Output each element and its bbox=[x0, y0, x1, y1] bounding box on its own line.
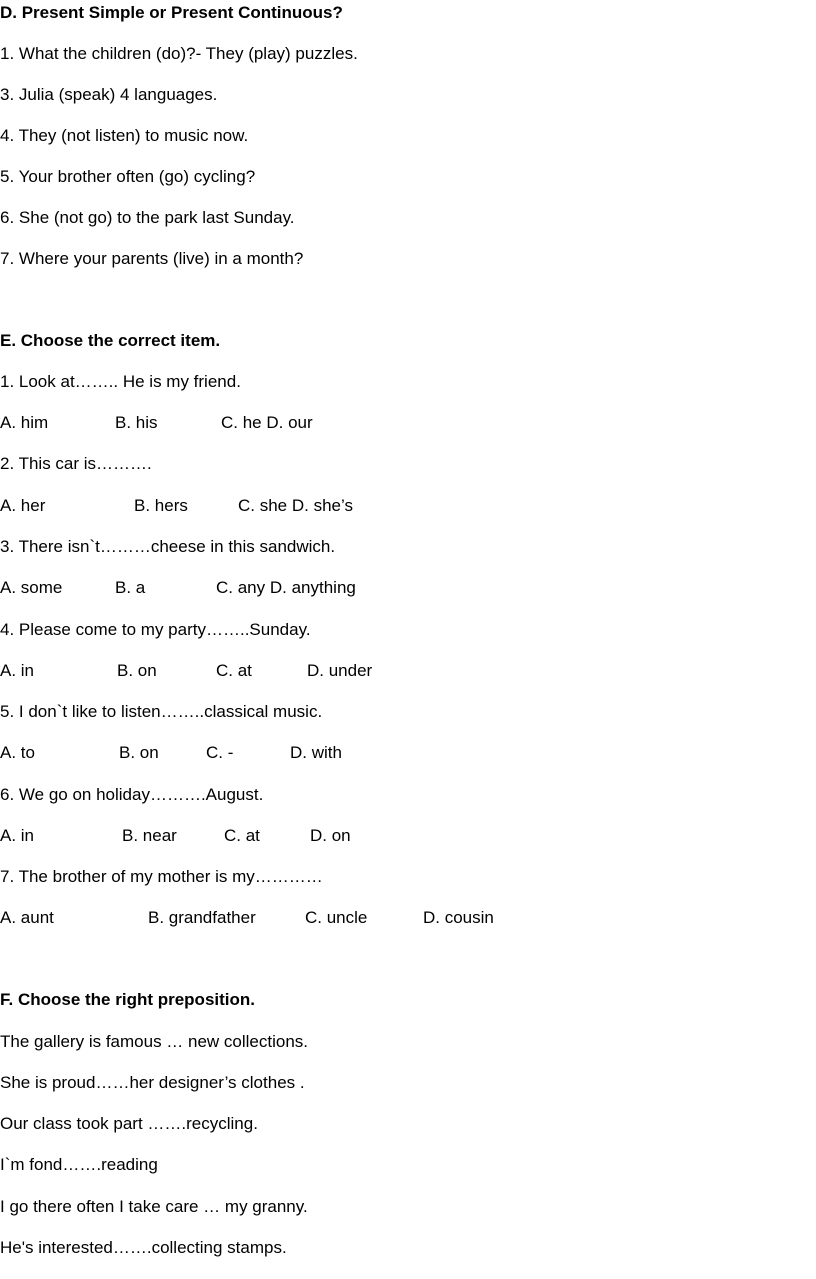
answer-option: B. near bbox=[122, 826, 177, 845]
section-d-title: D. Present Simple or Present Continuous? bbox=[0, 3, 343, 22]
section-d-item: 7. Where your parents (live) in a month? bbox=[0, 249, 304, 268]
answer-option: B. on bbox=[117, 661, 157, 680]
answer-option: C. - bbox=[206, 743, 234, 762]
section-e-title: E. Choose the correct item. bbox=[0, 331, 221, 350]
section-f-item: I go there often I take care … my granny. bbox=[0, 1197, 308, 1216]
answer-option: C. any D. anything bbox=[216, 578, 356, 597]
section-d-item: 5. Your brother often (go) cycling? bbox=[0, 167, 256, 186]
answer-option: A. in bbox=[0, 826, 35, 845]
section-f-title: F. Choose the right preposition. bbox=[0, 990, 255, 1009]
answer-option: D. on bbox=[310, 826, 351, 845]
answer-option: A. her bbox=[0, 496, 46, 515]
section-f-item: I`m fond…….reading bbox=[0, 1155, 158, 1174]
question-text: 4. Please come to my party……..Sunday. bbox=[0, 620, 311, 639]
question-text: 5. I don`t like to listen……..classical music. bbox=[0, 702, 323, 721]
answer-option: C. uncle bbox=[305, 908, 368, 927]
answer-option: C. he D. our bbox=[221, 413, 313, 432]
answer-option: D. cousin bbox=[423, 908, 494, 927]
answer-option: C. at bbox=[224, 826, 260, 845]
question-text: 1. Look at…….. He is my friend. bbox=[0, 372, 241, 391]
question-text: 6. We go on holiday……….August. bbox=[0, 785, 264, 804]
answer-option: A. to bbox=[0, 743, 35, 762]
section-d-item: 4. They (not listen) to music now. bbox=[0, 126, 249, 145]
section-f-item: She is proud……her designer’s clothes . bbox=[0, 1073, 305, 1092]
answer-option: B. on bbox=[119, 743, 159, 762]
answer-option: B. hers bbox=[134, 496, 188, 515]
answer-option: B. grandfather bbox=[148, 908, 256, 927]
answer-option: A. some bbox=[0, 578, 63, 597]
section-d-item: 3. Julia (speak) 4 languages. bbox=[0, 85, 218, 104]
section-f-item: The gallery is famous … new collections. bbox=[0, 1032, 309, 1051]
answer-option: D. with bbox=[290, 743, 342, 762]
question-text: 2. This car is………. bbox=[0, 454, 152, 473]
question-text: 3. There isn`t………cheese in this sandwich. bbox=[0, 537, 336, 556]
section-f-item: Our class took part …….recycling. bbox=[0, 1114, 258, 1133]
question-text: 7. The brother of my mother is my………… bbox=[0, 867, 323, 886]
answer-option: D. under bbox=[307, 661, 373, 680]
answer-option: A. in bbox=[0, 661, 35, 680]
answer-option: B. a bbox=[115, 578, 146, 597]
section-f-item: He's interested…….collecting stamps. bbox=[0, 1238, 287, 1257]
answer-option: B. his bbox=[115, 413, 158, 432]
answer-option: A. aunt bbox=[0, 908, 54, 927]
section-d-item: 1. What the children (do)?- They (play) puzzles. bbox=[0, 44, 358, 63]
answer-option: C. at bbox=[216, 661, 252, 680]
section-d-item: 6. She (not go) to the park last Sunday. bbox=[0, 208, 295, 227]
answer-option: A. him bbox=[0, 413, 49, 432]
answer-option: C. she D. she’s bbox=[238, 496, 353, 515]
